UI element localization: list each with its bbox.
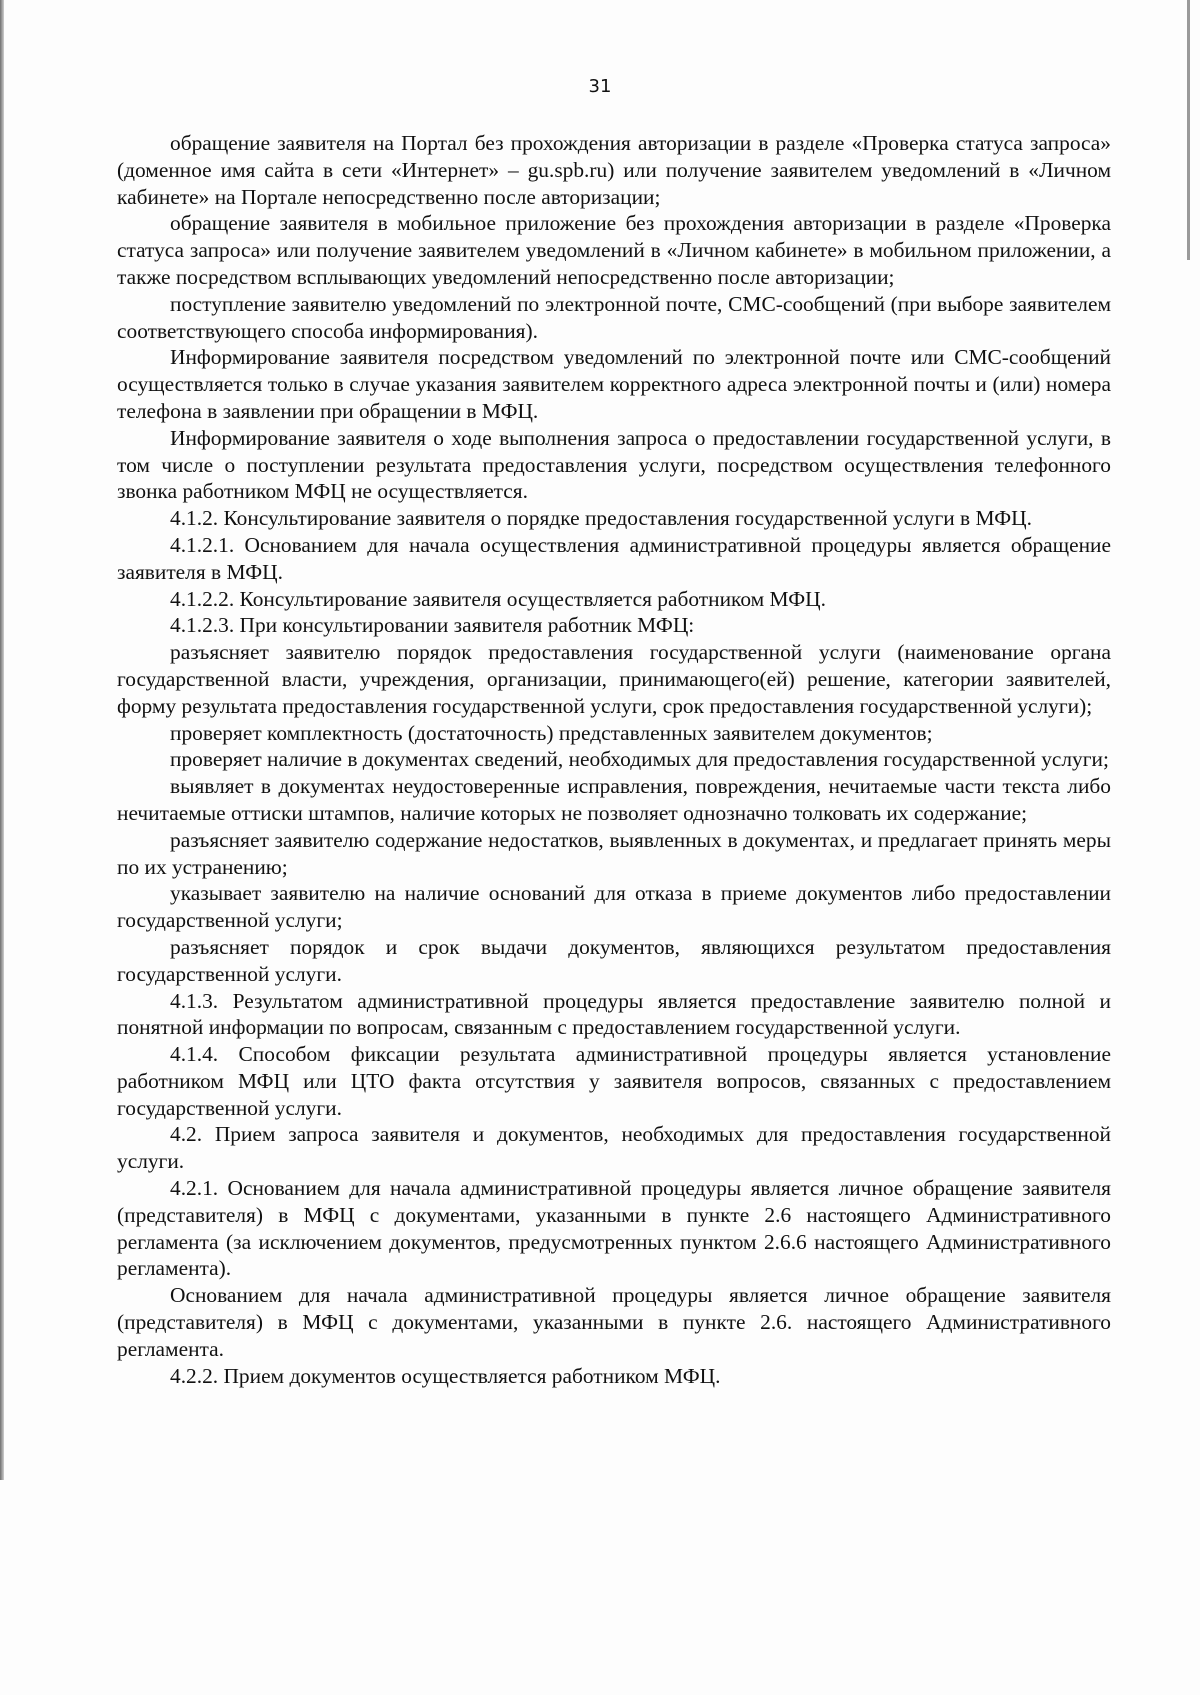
scan-left-edge [0,0,4,1480]
paragraph: 4.2.2. Прием документов осуществляется работником МФЦ. [170,1363,721,1388]
paragraph: разъясняет заявителю порядок предоставления государственной услуги (наименование органа государственной власти, учреждения, организации, принимающего(ей) решение, категории заявителей, форму результата предоставления государственной услуги, срок предоставления государственной услуги); [117,640,1111,718]
scan-right-edge [1187,0,1190,260]
paragraph: проверяет наличие в документах сведений, необходимых для предоставления государственной услуги; [170,747,1109,772]
paragraph: обращение заявителя в мобильное приложение без прохождения авторизации в разделе «Проверка статуса запроса» или получение заявителем уведомлений в «Личном кабинете» в мобильном приложении, а также посредством всплывающих уведомлений непосредственно после авторизации; [117,211,1111,289]
paragraph: Информирование заявителя о ходе выполнения запроса о предоставлении государственной услуги, в том числе о поступлении результата предоставления услуги, посредством осуществления телефонного звонка работником МФЦ не осуществляется. [117,425,1111,504]
paragraph: проверяет комплектность (достаточность) представленных заявителем документов; [170,720,933,745]
paragraph: поступление заявителю уведомлений по электронной почте, СМС-сообщений (при выборе заявителем соответствующего способа информирования). [117,291,1111,343]
paragraph: разъясняет заявителю содержание недостатков, выявленных в документах, и предлагает принять меры по их устранению; [117,827,1111,879]
body-text [117,130,1111,1389]
paragraph: Информирование заявителя посредством уведомлений по электронной почте или СМС-сообщений осуществляется только в случае указания заявителем корректного адреса электронной почты и (или) номера телефона в заявлении при обращении в МФЦ. [117,345,1111,423]
paragraph: 4.1.3. Результатом административной процедуры является предоставление заявителю полной и понятной информации по вопросам, связанным с предоставлением государственной услуги. [117,988,1111,1040]
page-number: 31 [588,76,612,97]
paragraph: выявляет в документах неудостоверенные исправления, повреждения, нечитаемые части текста либо нечитаемые оттиски штампов, наличие которых не позволяет однозначно толковать их содержание; [117,774,1111,825]
paragraph: 4.1.2.1. Основанием для начала осуществления административной процедуры является обращение заявителя в МФЦ. [117,532,1111,584]
paragraph: 4.1.2.3. При консультировании заявителя работник МФЦ: [170,613,695,638]
paragraph: 4.1.2. Консультирование заявителя о порядке предоставления государственной услуги в МФЦ. [170,506,1032,531]
paragraph: 4.1.2.2. Консультирование заявителя осуществляется работником МФЦ. [170,586,826,611]
paragraph: указывает заявителю на наличие оснований для отказа в приеме документов либо предоставлении государственной услуги; [117,881,1111,933]
paragraph: 4.1.4. Способом фиксации результата административной процедуры является установление работником МФЦ или ЦТО факта отсутствия у заявителя вопросов, связанных с предоставлением государственной услуги. [117,1042,1111,1120]
paragraph: разъясняет порядок и срок выдачи документов, являющихся результатом предоставления государственной услуги. [117,934,1111,986]
paragraph: 4.2. Прием запроса заявителя и документов, необходимых для предоставления государственной услуги. [117,1122,1111,1174]
paragraph: обращение заявителя на Портал без прохождения авторизации в разделе «Проверка статуса запроса» (доменное имя сайта в сети «Интернет» – gu.spb.ru) или получение заявителем уведомлений в «Личном кабинете» на Портале непосредственно после авторизации; [117,131,1111,209]
paragraph: 4.2.1. Основанием для начала административной процедуры является личное обращение заявителя (представителя) в МФЦ с документами, указанными в пункте 2.6 настоящего Административного регламента (за исключением документов, предусмотренных пунктом 2.6.6 настоящего Административного регламента). [117,1176,1111,1281]
paragraph: Основанием для начала административной процедуры является личное обращение заявителя (представителя) в МФЦ с документами, указанными в пункте 2.6. настоящего Административного регламента. [117,1283,1111,1361]
